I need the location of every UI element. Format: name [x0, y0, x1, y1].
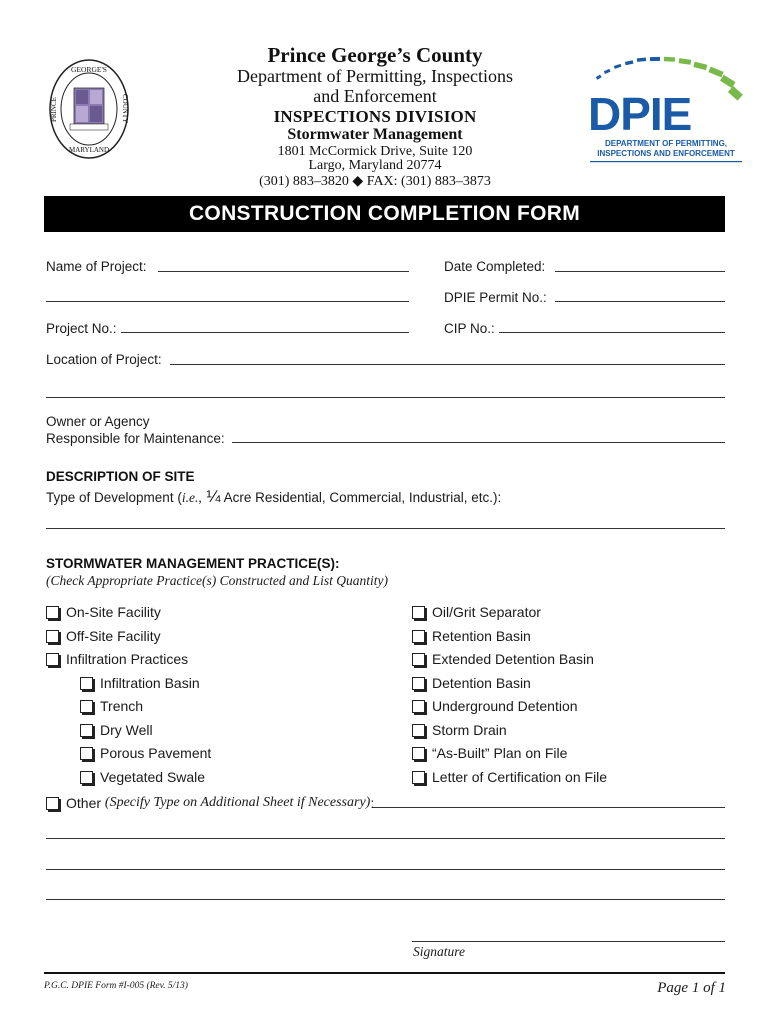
- checkbox-icon[interactable]: [412, 771, 425, 784]
- dpie-wordmark: DPIE: [588, 88, 692, 140]
- checkbox-oil-grit-separator[interactable]: Oil/Grit Separator: [412, 604, 541, 620]
- checkbox-porous-pavement[interactable]: Porous Pavement: [80, 745, 211, 761]
- location-field-line-2[interactable]: [46, 397, 725, 398]
- seal-top-text: GEORGE'S: [71, 65, 107, 74]
- dpie-logo-subtitle-1: DEPARTMENT OF PERMITTING,: [604, 139, 728, 148]
- checkbox-icon[interactable]: [80, 700, 93, 713]
- form-title-banner: [44, 196, 725, 232]
- checkbox-as-built-plan[interactable]: “As-Built” Plan on File: [412, 745, 567, 761]
- checkbox-extended-detention-basin[interactable]: Extended Detention Basin: [412, 651, 594, 667]
- owner-field[interactable]: [232, 442, 725, 443]
- checkbox-icon[interactable]: [46, 630, 59, 643]
- checkbox-letter-of-certification[interactable]: Letter of Certification on File: [412, 769, 607, 785]
- checkbox-retention-basin[interactable]: Retention Basin: [412, 628, 531, 644]
- type-of-development-label: Type of Development (i.e., ¼ Acre Residential, Commercial, Industrial, etc.):: [46, 487, 502, 506]
- form-number: P.G.C. DPIE Form #I-005 (Rev. 5/13): [44, 981, 188, 991]
- date-completed-label: Date Completed:: [444, 259, 546, 274]
- dpie-permit-no-field[interactable]: [555, 301, 725, 302]
- other-field[interactable]: [373, 807, 725, 808]
- department-line-2: and Enforcement: [313, 86, 437, 106]
- page-number: Page 1 of 1: [657, 980, 726, 996]
- name-of-project-field[interactable]: [158, 271, 409, 272]
- dpie-logo: [586, 52, 746, 170]
- other-note: (Specify Type on Additional Sheet if Necessary): [104, 795, 371, 810]
- seal-bottom-text: MARYLAND: [68, 146, 110, 154]
- other-field-line-4[interactable]: [46, 899, 725, 900]
- signature-label: Signature: [413, 944, 465, 959]
- checkbox-icon[interactable]: [80, 724, 93, 737]
- phone-fax: (301) 883–3820 ◆ FAX: (301) 883–3873: [259, 174, 491, 189]
- checkbox-icon[interactable]: [412, 700, 425, 713]
- practices-heading: STORMWATER MANAGEMENT PRACTICE(S):: [46, 556, 340, 571]
- type-of-development-field[interactable]: [46, 528, 725, 529]
- checkbox-storm-drain[interactable]: Storm Drain: [412, 722, 507, 738]
- checkbox-icon[interactable]: [46, 606, 59, 619]
- signature-field[interactable]: [412, 941, 725, 942]
- checkbox-infiltration-practices[interactable]: Infiltration Practices: [46, 651, 188, 667]
- practices-subheading: (Check Appropriate Practice(s) Constructed and List Quantity): [46, 573, 388, 588]
- address-line-1: 1801 McCormick Drive, Suite 120: [277, 144, 473, 159]
- cip-no-label: CIP No.:: [444, 321, 495, 336]
- checkbox-other[interactable]: Other (Specify Type on Additional Sheet if Necessary) :: [46, 795, 374, 811]
- checkbox-icon[interactable]: [412, 677, 425, 690]
- checkbox-icon[interactable]: [80, 747, 93, 760]
- form-title: CONSTRUCTION COMPLETION FORM: [188, 202, 581, 225]
- county-seal-logo: [48, 58, 130, 160]
- seal-right-text: COUNTY: [121, 94, 129, 124]
- name-of-project-field-line-2[interactable]: [46, 301, 409, 302]
- description-heading: DESCRIPTION OF SITE: [46, 469, 195, 484]
- checkbox-detention-basin[interactable]: Detention Basin: [412, 675, 531, 691]
- checkbox-infiltration-basin[interactable]: Infiltration Basin: [80, 675, 200, 691]
- checkbox-off-site-facility[interactable]: Off-Site Facility: [46, 628, 161, 644]
- cip-no-field[interactable]: [499, 332, 725, 333]
- project-no-label: Project No.:: [46, 321, 117, 336]
- other-field-line-2[interactable]: [46, 838, 725, 839]
- checkbox-icon[interactable]: [80, 677, 93, 690]
- location-field[interactable]: [170, 364, 725, 365]
- owner-label-line-1: Owner or Agency: [46, 414, 150, 429]
- checkbox-trench[interactable]: Trench: [80, 698, 143, 714]
- name-of-project-label: Name of Project:: [46, 259, 147, 274]
- checkbox-icon[interactable]: [46, 797, 59, 810]
- section-name: Stormwater Management: [287, 126, 463, 143]
- checkbox-icon[interactable]: [412, 606, 425, 619]
- checkbox-icon[interactable]: [412, 653, 425, 666]
- seal-left-text: PRINCE: [50, 97, 58, 122]
- checkbox-on-site-facility[interactable]: On-Site Facility: [46, 604, 161, 620]
- checkbox-icon[interactable]: [412, 747, 425, 760]
- project-no-field[interactable]: [121, 332, 409, 333]
- checkbox-icon[interactable]: [412, 630, 425, 643]
- dpie-logo-subtitle-2: INSPECTIONS AND ENFORCEMENT: [597, 149, 735, 158]
- checkbox-icon[interactable]: [412, 724, 425, 737]
- checkbox-icon[interactable]: [46, 653, 59, 666]
- division-name: INSPECTIONS DIVISION: [273, 107, 477, 126]
- date-completed-field[interactable]: [555, 271, 725, 272]
- owner-label-line-2: Responsible for Maintenance:: [46, 431, 225, 446]
- checkbox-vegetated-swale[interactable]: Vegetated Swale: [80, 769, 205, 785]
- checkbox-dry-well[interactable]: Dry Well: [80, 722, 153, 738]
- footer-rule: [44, 972, 725, 974]
- county-name: Prince George’s County: [267, 43, 483, 67]
- other-label: Other: [66, 795, 102, 811]
- checkbox-icon[interactable]: [80, 771, 93, 784]
- other-field-line-3[interactable]: [46, 869, 725, 870]
- address-line-2: Largo, Maryland 20774: [308, 158, 442, 173]
- checkbox-underground-detention[interactable]: Underground Detention: [412, 698, 578, 714]
- location-label: Location of Project:: [46, 352, 162, 367]
- dpie-permit-no-label: DPIE Permit No.:: [444, 290, 547, 305]
- department-line-1: Department of Permitting, Inspections: [237, 66, 513, 86]
